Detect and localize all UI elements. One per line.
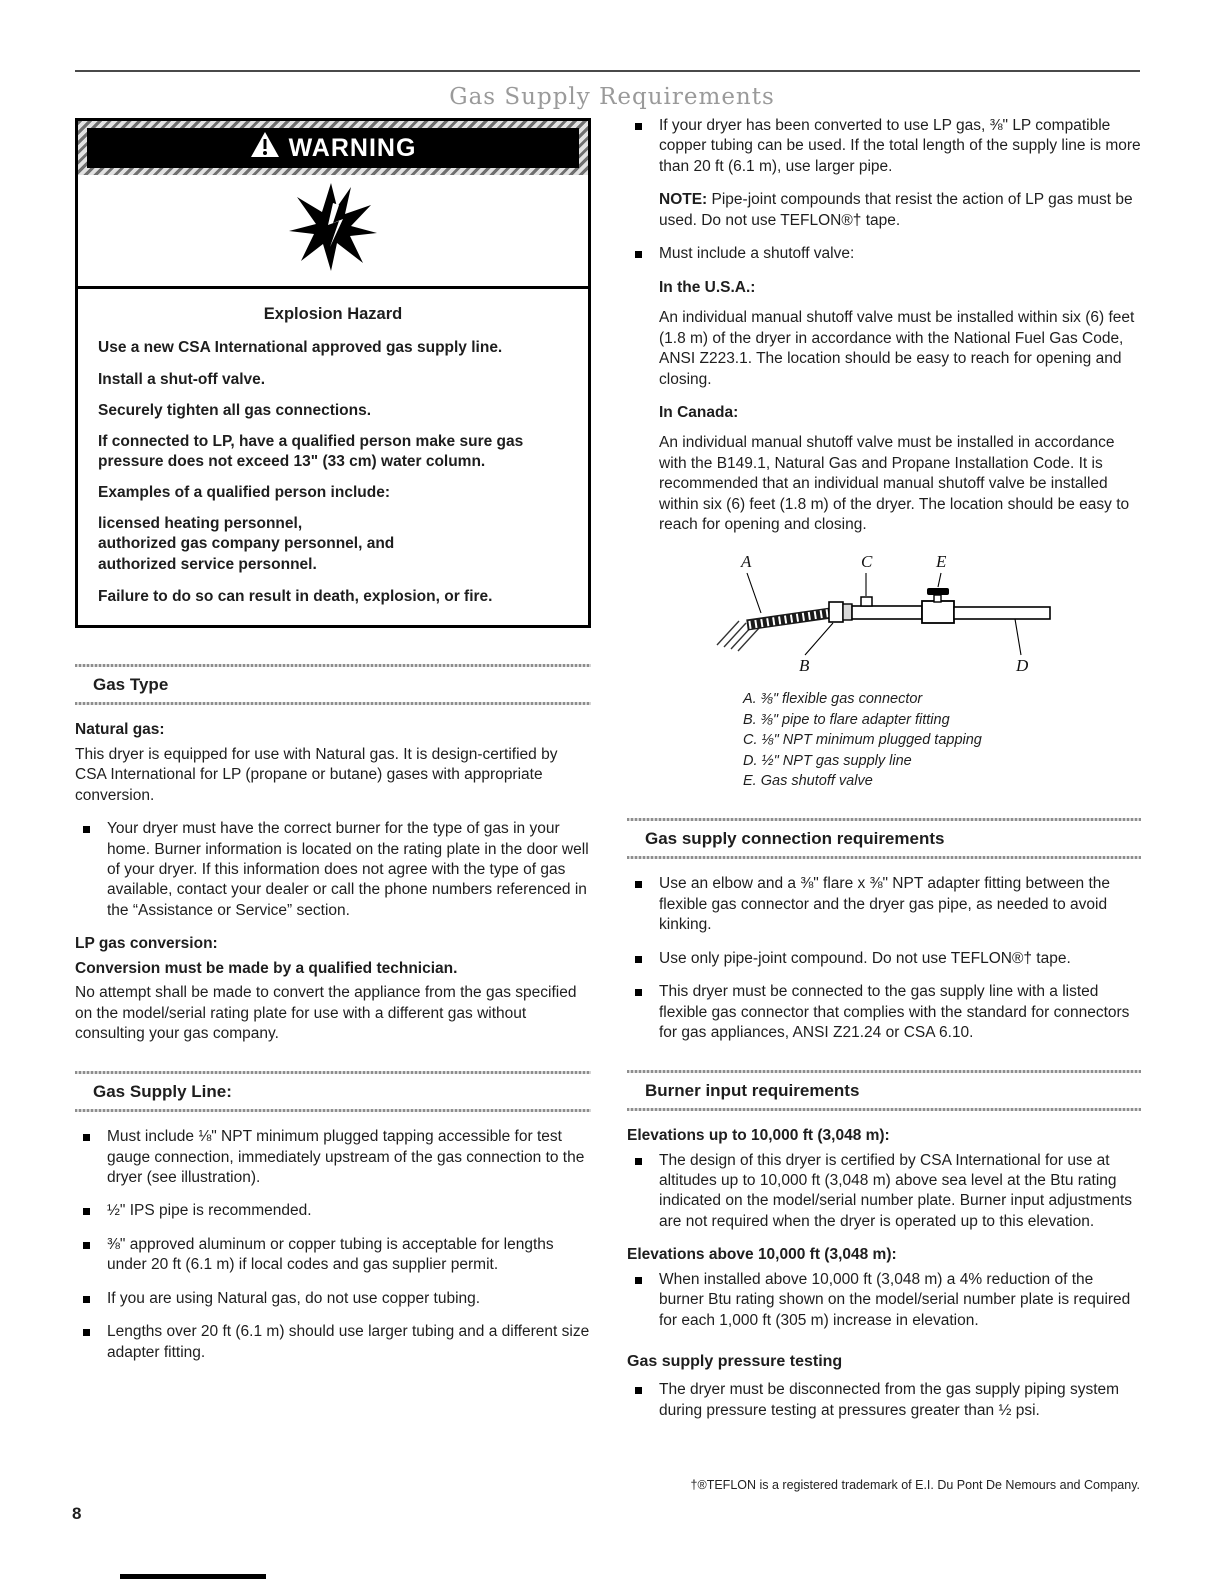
- section-title: Gas Supply Line:: [93, 1081, 232, 1101]
- warning-line: Examples of a qualified person include:: [98, 484, 390, 502]
- warning-line: Securely tighten all gas connections.: [98, 401, 372, 419]
- right-column: [627, 116, 1141, 1434]
- list-item: [627, 1151, 1141, 1233]
- list-item-text: If your dryer has been converted to use LP gas, ⅜" LP compatible copper tubing can be used. If the total length of the supply line is more than 20 ft (6.1 m), use larger pipe.: [659, 117, 1141, 175]
- warning-header: [78, 121, 588, 175]
- legend-line: B. ⅜" pipe to flare adapter fitting: [743, 711, 950, 728]
- list-item-text: Must include a shutoff valve:: [659, 245, 855, 263]
- list-item-text: If you are using Natural gas, do not use copper tubing.: [107, 1289, 481, 1307]
- page-title: Gas Supply Requirements: [449, 84, 775, 110]
- warning-line: licensed heating personnel,: [98, 515, 303, 533]
- natural-gas-intro: This dryer is equipped for use with Natural gas. It is design-certified by CSA International for LP (propane or butane) gases with appropriate conversion.: [75, 745, 558, 804]
- left-column: [75, 118, 591, 1376]
- section-heading-burner-input: [627, 1070, 1141, 1111]
- list-item: [627, 982, 1141, 1043]
- list-item-text: Must include ⅛" NPT minimum plugged tapping accessible for test gauge connection, immediately upstream of the gas connection to the dryer (see illustration).: [107, 1128, 585, 1186]
- usa-label: In the U.S.A.:: [659, 278, 756, 296]
- canada-label: In Canada:: [659, 403, 739, 421]
- page-number: 8: [72, 1504, 82, 1523]
- gas-connection-diagram: [715, 549, 1141, 685]
- section-heading-connection-requirements: [627, 818, 1141, 859]
- bullet-square-icon: [83, 1242, 90, 1249]
- bullet-square-icon: [83, 1296, 90, 1303]
- list-item: [627, 949, 1141, 969]
- bullet-square-icon: [635, 251, 642, 258]
- teflon-footnote: †®TEFLON is a registered trademark of E.I. Du Pont De Nemours and Company.: [690, 1478, 1140, 1492]
- list-item: [75, 1127, 591, 1188]
- warning-line: Install a shut-off valve.: [98, 370, 266, 388]
- warning-label: WARNING: [288, 133, 417, 162]
- list-item-text: This dryer must be connected to the gas supply line with a listed flexible gas connector that complies with the standard for connectors for gas appliances, ANSI Z21.24 or CSA 6.10.: [659, 983, 1130, 1042]
- warning-box: [75, 118, 591, 628]
- section-title: Burner input requirements: [645, 1080, 860, 1100]
- diagram-label-b: B: [799, 655, 810, 675]
- section-heading-gas-type: [75, 664, 591, 705]
- list-item: [75, 1289, 591, 1309]
- warning-line: Use a new CSA International approved gas supply line.: [98, 339, 503, 357]
- bullet-square-icon: [635, 881, 642, 888]
- bullet-square-icon: [635, 1387, 642, 1394]
- list-item: [75, 1235, 591, 1276]
- warning-line: If connected to LP, have a qualified person make sure gas pressure does not exceed 13" (33 cm) water column.: [98, 432, 524, 470]
- list-item: [75, 1322, 591, 1363]
- diagram-label-c: C: [861, 551, 873, 571]
- diagram-label-e: E: [936, 551, 947, 571]
- elevations-above-label: Elevations above 10,000 ft (3,048 m):: [627, 1246, 897, 1264]
- elevations-up-to-label: Elevations up to 10,000 ft (3,048 m):: [627, 1127, 890, 1145]
- warning-line: authorized gas company personnel, and: [98, 535, 395, 553]
- warning-icon-area: [78, 175, 588, 289]
- list-item-text: ⅜" approved aluminum or copper tubing is acceptable for lengths under 20 ft (6.1 m) if local codes and gas supplier permit.: [107, 1235, 554, 1274]
- warning-band: [87, 128, 579, 168]
- bullet-square-icon: [635, 1277, 642, 1284]
- bullet-square-icon: [635, 989, 642, 996]
- list-item-text: Your dryer must have the correct burner for the type of gas in your home. Burner information is located on the rating plate in the door well of your dryer. If this information does not agree with the type of gas available, contact your dealer or call the phone numbers referenced in the “Assistance or Service” section.: [107, 820, 589, 919]
- list-item: [627, 244, 1141, 264]
- note-paragraph: [659, 190, 1141, 231]
- legend-line: E. Gas shutoff valve: [743, 773, 873, 790]
- bullet-square-icon: [635, 123, 642, 130]
- bullet-square-icon: [635, 956, 642, 963]
- list-item: [627, 1380, 1141, 1421]
- list-item-text: The dryer must be disconnected from the gas supply piping system during pressure testing at pressures greater than ½ psi.: [659, 1381, 1120, 1419]
- list-item-text: The design of this dryer is certified by CSA International for use at altitudes up to 10,000 ft (3,048 m) above sea level at the Btu rating indicated on the model/serial number plate. Burner input adjustments are not required when the dryer is operated up to this elevation.: [659, 1151, 1133, 1230]
- diagram-label-a: A: [741, 551, 752, 571]
- top-rule: [75, 70, 1140, 72]
- legend-line: C. ⅛" NPT minimum plugged tapping: [743, 732, 982, 749]
- list-item-text: Use only pipe-joint compound. Do not use TEFLON®† tape.: [659, 949, 1071, 967]
- list-item: [627, 874, 1141, 935]
- section-title: Gas supply connection requirements: [645, 829, 945, 849]
- list-item: [627, 116, 1141, 177]
- list-item: [75, 819, 591, 921]
- pressure-testing-label: Gas supply pressure testing: [627, 1353, 843, 1371]
- section-rule: [627, 1108, 1141, 1111]
- lp-conversion-text: No attempt shall be made to convert the appliance from the gas specified on the model/serial rating plate for use with a different gas without consulting your gas company.: [75, 984, 577, 1043]
- list-item-text: When installed above 10,000 ft (3,048 m) a 4% reduction of the burner Btu rating shown on the model/serial number plate is required for each 1,000 ft (305 m) increase in elevation.: [659, 1270, 1131, 1329]
- bottom-bar: [120, 1574, 266, 1579]
- explosion-icon: [287, 181, 379, 279]
- section-rule: [627, 856, 1141, 859]
- legend-line: D. ½" NPT gas supply line: [743, 752, 912, 769]
- bullet-square-icon: [83, 826, 90, 833]
- lp-conversion-label: LP gas conversion:: [75, 935, 218, 953]
- list-item: [627, 1270, 1141, 1331]
- warning-line: Failure to do so can result in death, explosion, or fire.: [98, 587, 493, 605]
- legend-line: A. ⅜" flexible gas connector: [743, 691, 923, 708]
- bullet-square-icon: [83, 1208, 90, 1215]
- bullet-square-icon: [635, 1158, 642, 1165]
- warning-text: [78, 289, 588, 625]
- diagram-legend: [743, 689, 1141, 792]
- bullet-square-icon: [83, 1134, 90, 1141]
- section-title: Gas Type: [93, 674, 169, 694]
- section-heading-gas-supply-line: [75, 1071, 591, 1112]
- warning-line: authorized service personnel.: [98, 555, 317, 573]
- usa-text: An individual manual shutoff valve must be installed within six (6) feet (1.8 m) of the dryer in accordance with the National Fuel Gas Code, ANSI Z223.1. The location should be easy to reach for opening and closing.: [659, 309, 1135, 388]
- list-item: [75, 1201, 591, 1221]
- lp-conversion-bold: Conversion must be made by a qualified technician.: [75, 959, 458, 977]
- section-rule: [75, 702, 591, 705]
- list-item-text: Use an elbow and a ⅜" flare x ⅜" NPT adapter fitting between the flexible gas connector and the dryer gas pipe, as needed to avoid kinking.: [659, 875, 1111, 934]
- list-item-text: Lengths over 20 ft (6.1 m) should use larger tubing and a different size adapter fitting.: [107, 1323, 590, 1361]
- hazard-title: Explosion Hazard: [263, 305, 403, 323]
- list-item-text: ½" IPS pipe is recommended.: [107, 1202, 312, 1220]
- warning-triangle-icon: [250, 131, 280, 164]
- bullet-square-icon: [83, 1329, 90, 1336]
- canada-text: An individual manual shutoff valve must be installed in accordance with the B149.1, Natural Gas and Propane Installation Code. It is recommended that an individual manual shutoff valve be installed within six (6) feet (1.8 m) of the dryer. The location should be easy to reach for opening and closing.: [659, 434, 1130, 534]
- natural-gas-label: Natural gas:: [75, 721, 165, 739]
- note-text: Pipe-joint compounds that resist the action of LP gas must be used. Do not use TEFLON®† tape.: [659, 191, 1133, 229]
- section-rule: [75, 1109, 591, 1112]
- diagram-label-d: D: [1016, 655, 1029, 675]
- note-label: NOTE:: [659, 191, 708, 209]
